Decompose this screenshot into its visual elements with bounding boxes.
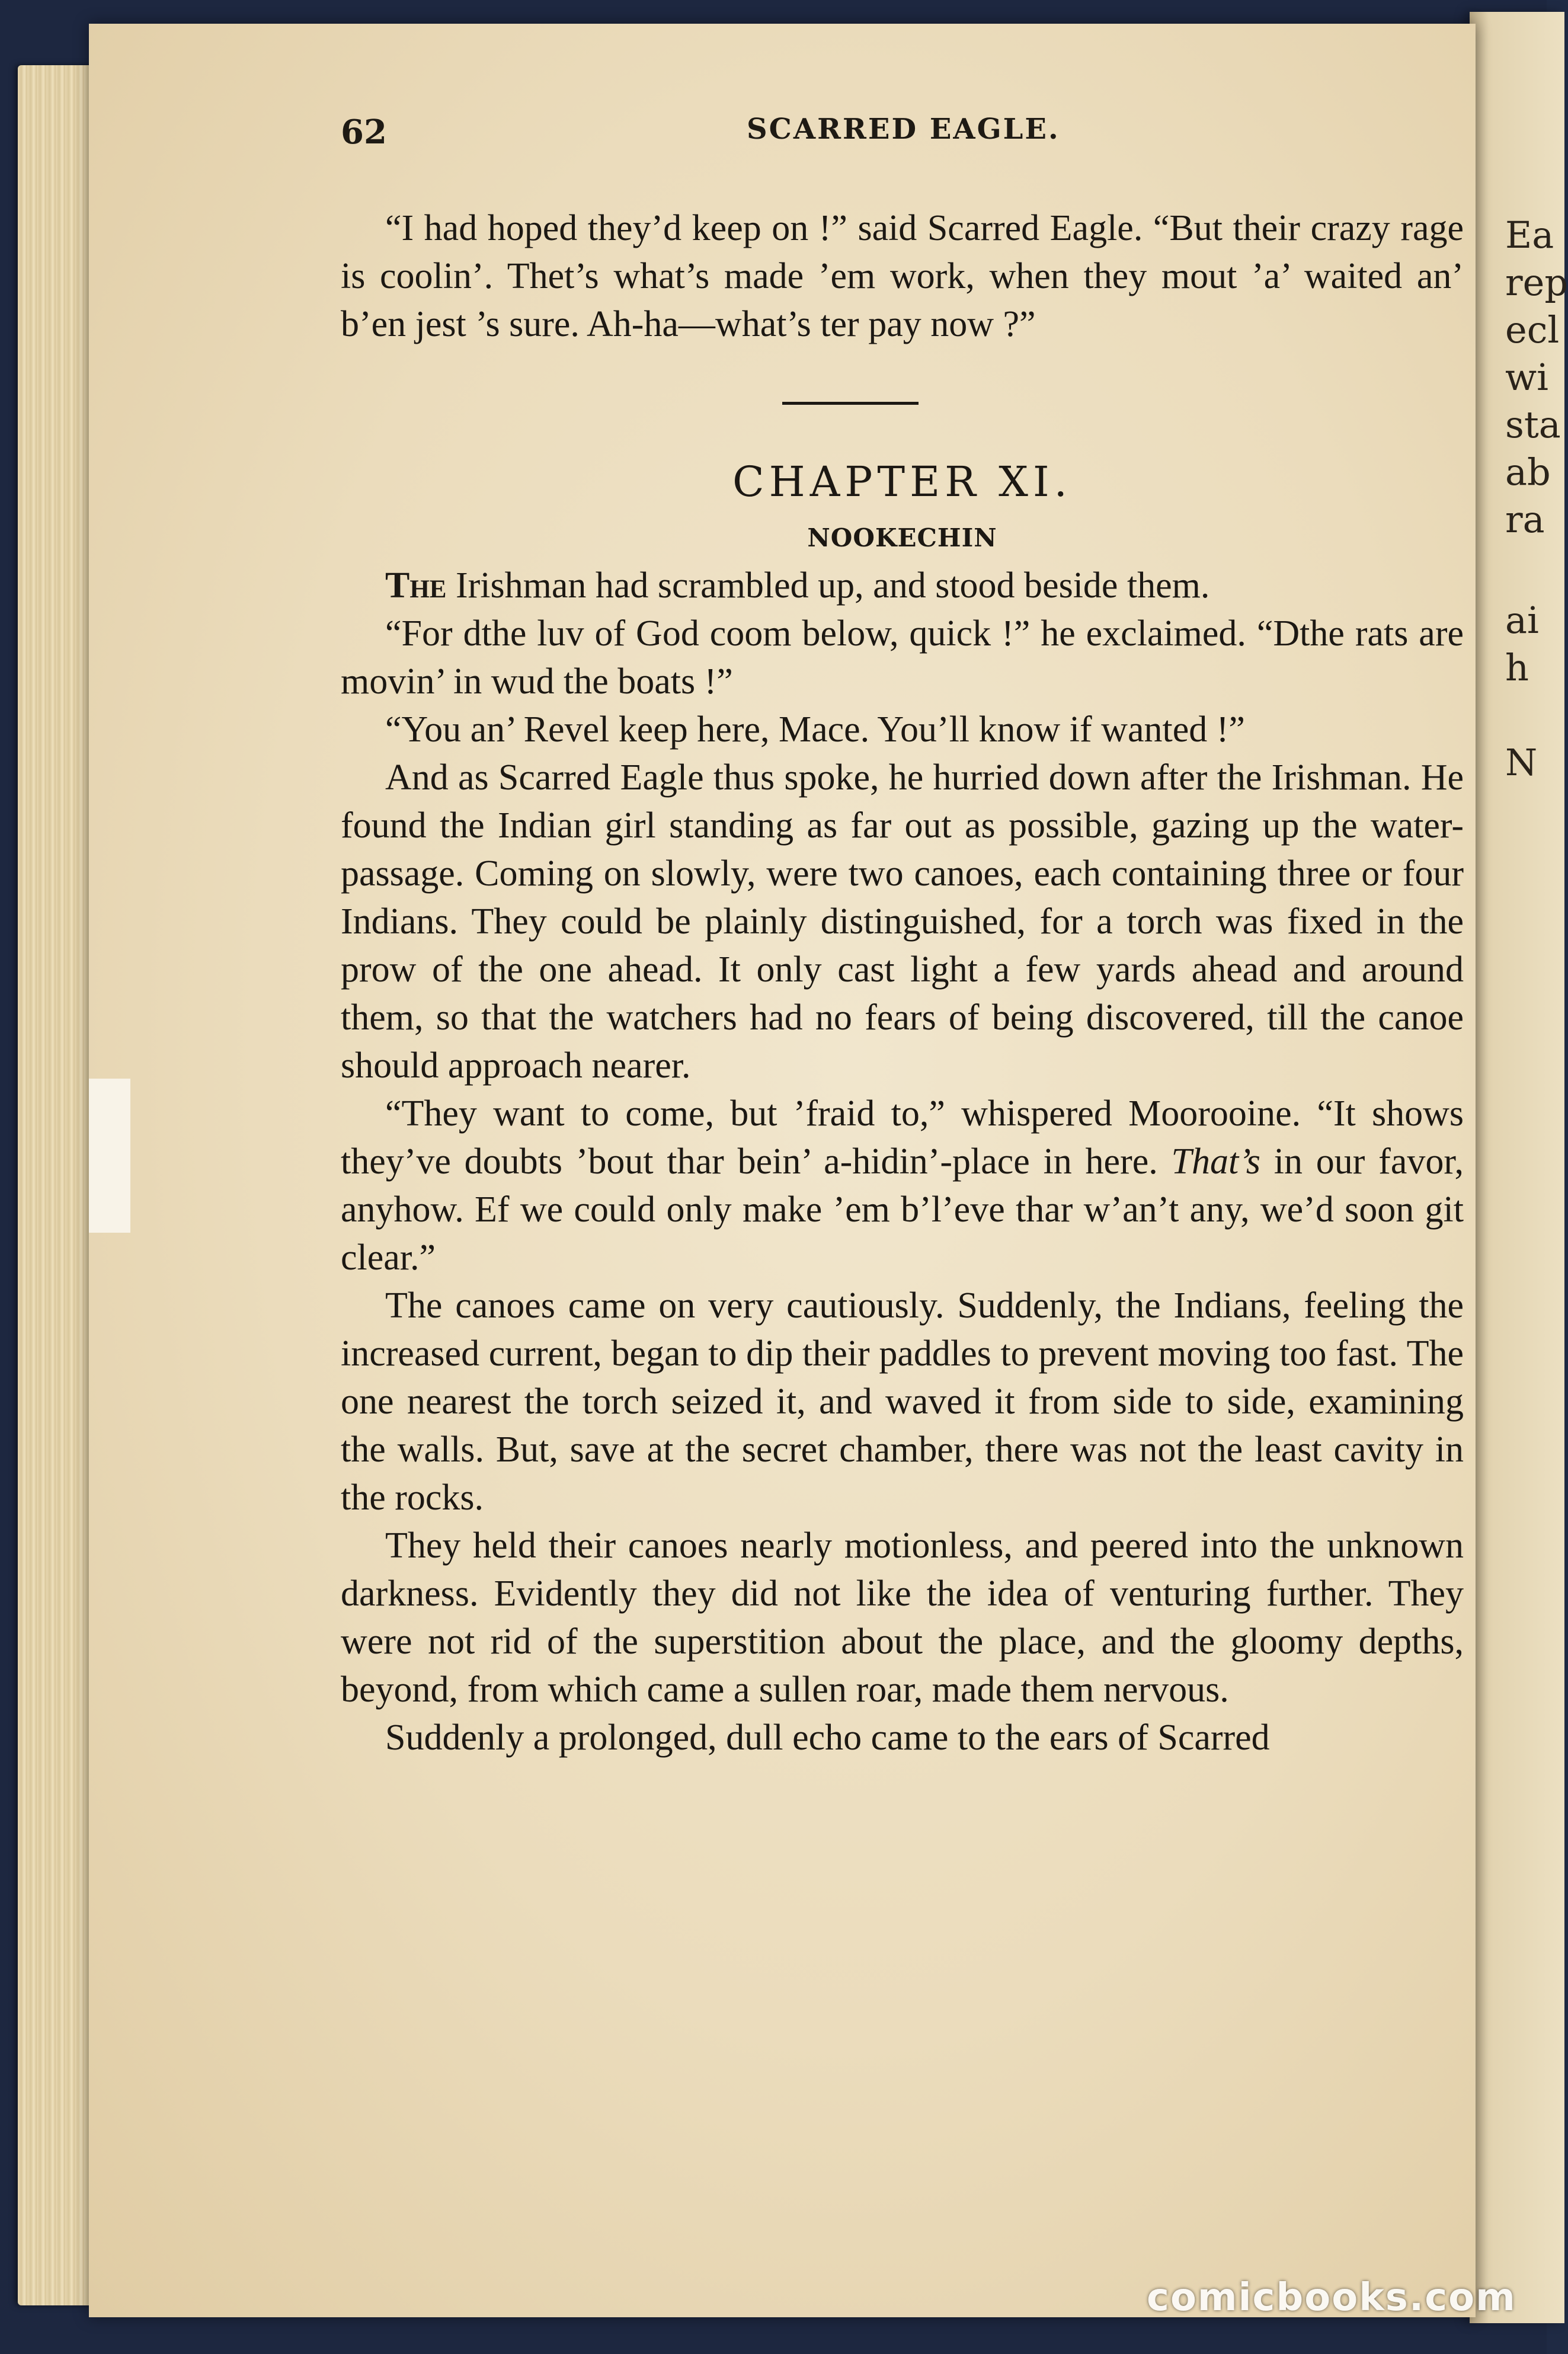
next-page-fragment: sta (1505, 403, 1561, 446)
lead-word: The (385, 565, 447, 606)
watermark: comicbooks.com (1147, 2276, 1516, 2320)
divider-rule (782, 402, 919, 405)
next-page-fragment: ra (1505, 498, 1545, 541)
section-divider (341, 348, 1464, 443)
next-page-fragment: Ea (1505, 213, 1554, 257)
paragraph: “I had hoped they’d keep on !” said Scarred Eagle. “But their crazy rage is coolin’. Thet’s what’s made ’em work, when they mout ’a’ waited an’ b’en jest ’s sure. Ah-ha—what’s ter pay now ?” (341, 208, 1464, 344)
body-text (341, 204, 1464, 1762)
paragraph: And as Scarred Eagle thus spoke, he hurried down after the Irishman. He found the Indian girl standing as far out as possible, gazing up the water-passage. Coming on slowly, were two canoes, each containing three or four Indians. They could be plainly distinguished, for a torch was fixed in the prow of the one ahead. It only cast light a few yards ahead and around them, so that the watchers had no fears of being discovered, till the canoe should approach nearer. (341, 757, 1464, 1086)
next-page-fragment: ecl (1505, 308, 1560, 351)
paragraph: Suddenly a prolonged, dull echo came to the ears of Scarred (385, 1717, 1270, 1758)
next-page-edge (1470, 12, 1568, 2323)
italic-phrase: That’s (1171, 1141, 1261, 1182)
next-page-fragment: N (1505, 741, 1538, 784)
chapter-title: CHAPTER XI. (732, 458, 1072, 506)
page-number: 62 (341, 113, 387, 152)
chapter-subtitle: NOOKECHIN (807, 523, 997, 552)
next-page-fragment: wi (1505, 356, 1548, 399)
chapter-opening-paragraph (341, 562, 1464, 610)
running-title: SCARRED EAGLE. (747, 113, 1060, 146)
paragraph: “For dthe luv of God coom below, quick !” he exclaimed. “Dthe rats are movin’ in wud the boats !” (341, 613, 1464, 702)
paragraph: The canoes came on very cautiously. Suddenly, the Indians, feeling the increased current, began to dip their paddles to prevent moving too fast. The one nearest the torch seized it, and waved it from side to side, examining the walls. But, save at the secret chamber, there was not the least cavity in the rocks. (341, 1285, 1464, 1518)
paragraph: “You an’ Revel keep here, Mace. You’ll know if wanted !” (385, 709, 1245, 750)
paper-strip (89, 1079, 130, 1233)
paragraph-text: in our favor, anyhow. Ef we could only make ’em b’l’eve thar w’an’t any, we’d soon git clear.” (341, 1141, 1464, 1278)
paragraph: They held their canoes nearly motionless, and peered into the unknown darkness. Evidently they did not like the idea of venturing further. They were not rid of the superstition about the place, and the gloomy depths, beyond, from which came a sullen roar, made them nervous. (341, 1525, 1464, 1710)
paragraph (341, 1090, 1464, 1282)
next-page-fragment: ai (1505, 599, 1539, 642)
paragraph-text: “They want to come, but ’fraid to,” whispered Moorooine. “It shows they’ve doubts ’bout thar bein’ a-hidin’-place in here. (341, 1093, 1464, 1182)
next-page-fragment: h (1505, 646, 1529, 689)
next-page-fragment: rep (1505, 261, 1568, 304)
next-page-fragment: ab (1505, 450, 1551, 494)
opening-text: Irishman had scrambled up, and stood beside them. (446, 565, 1210, 606)
